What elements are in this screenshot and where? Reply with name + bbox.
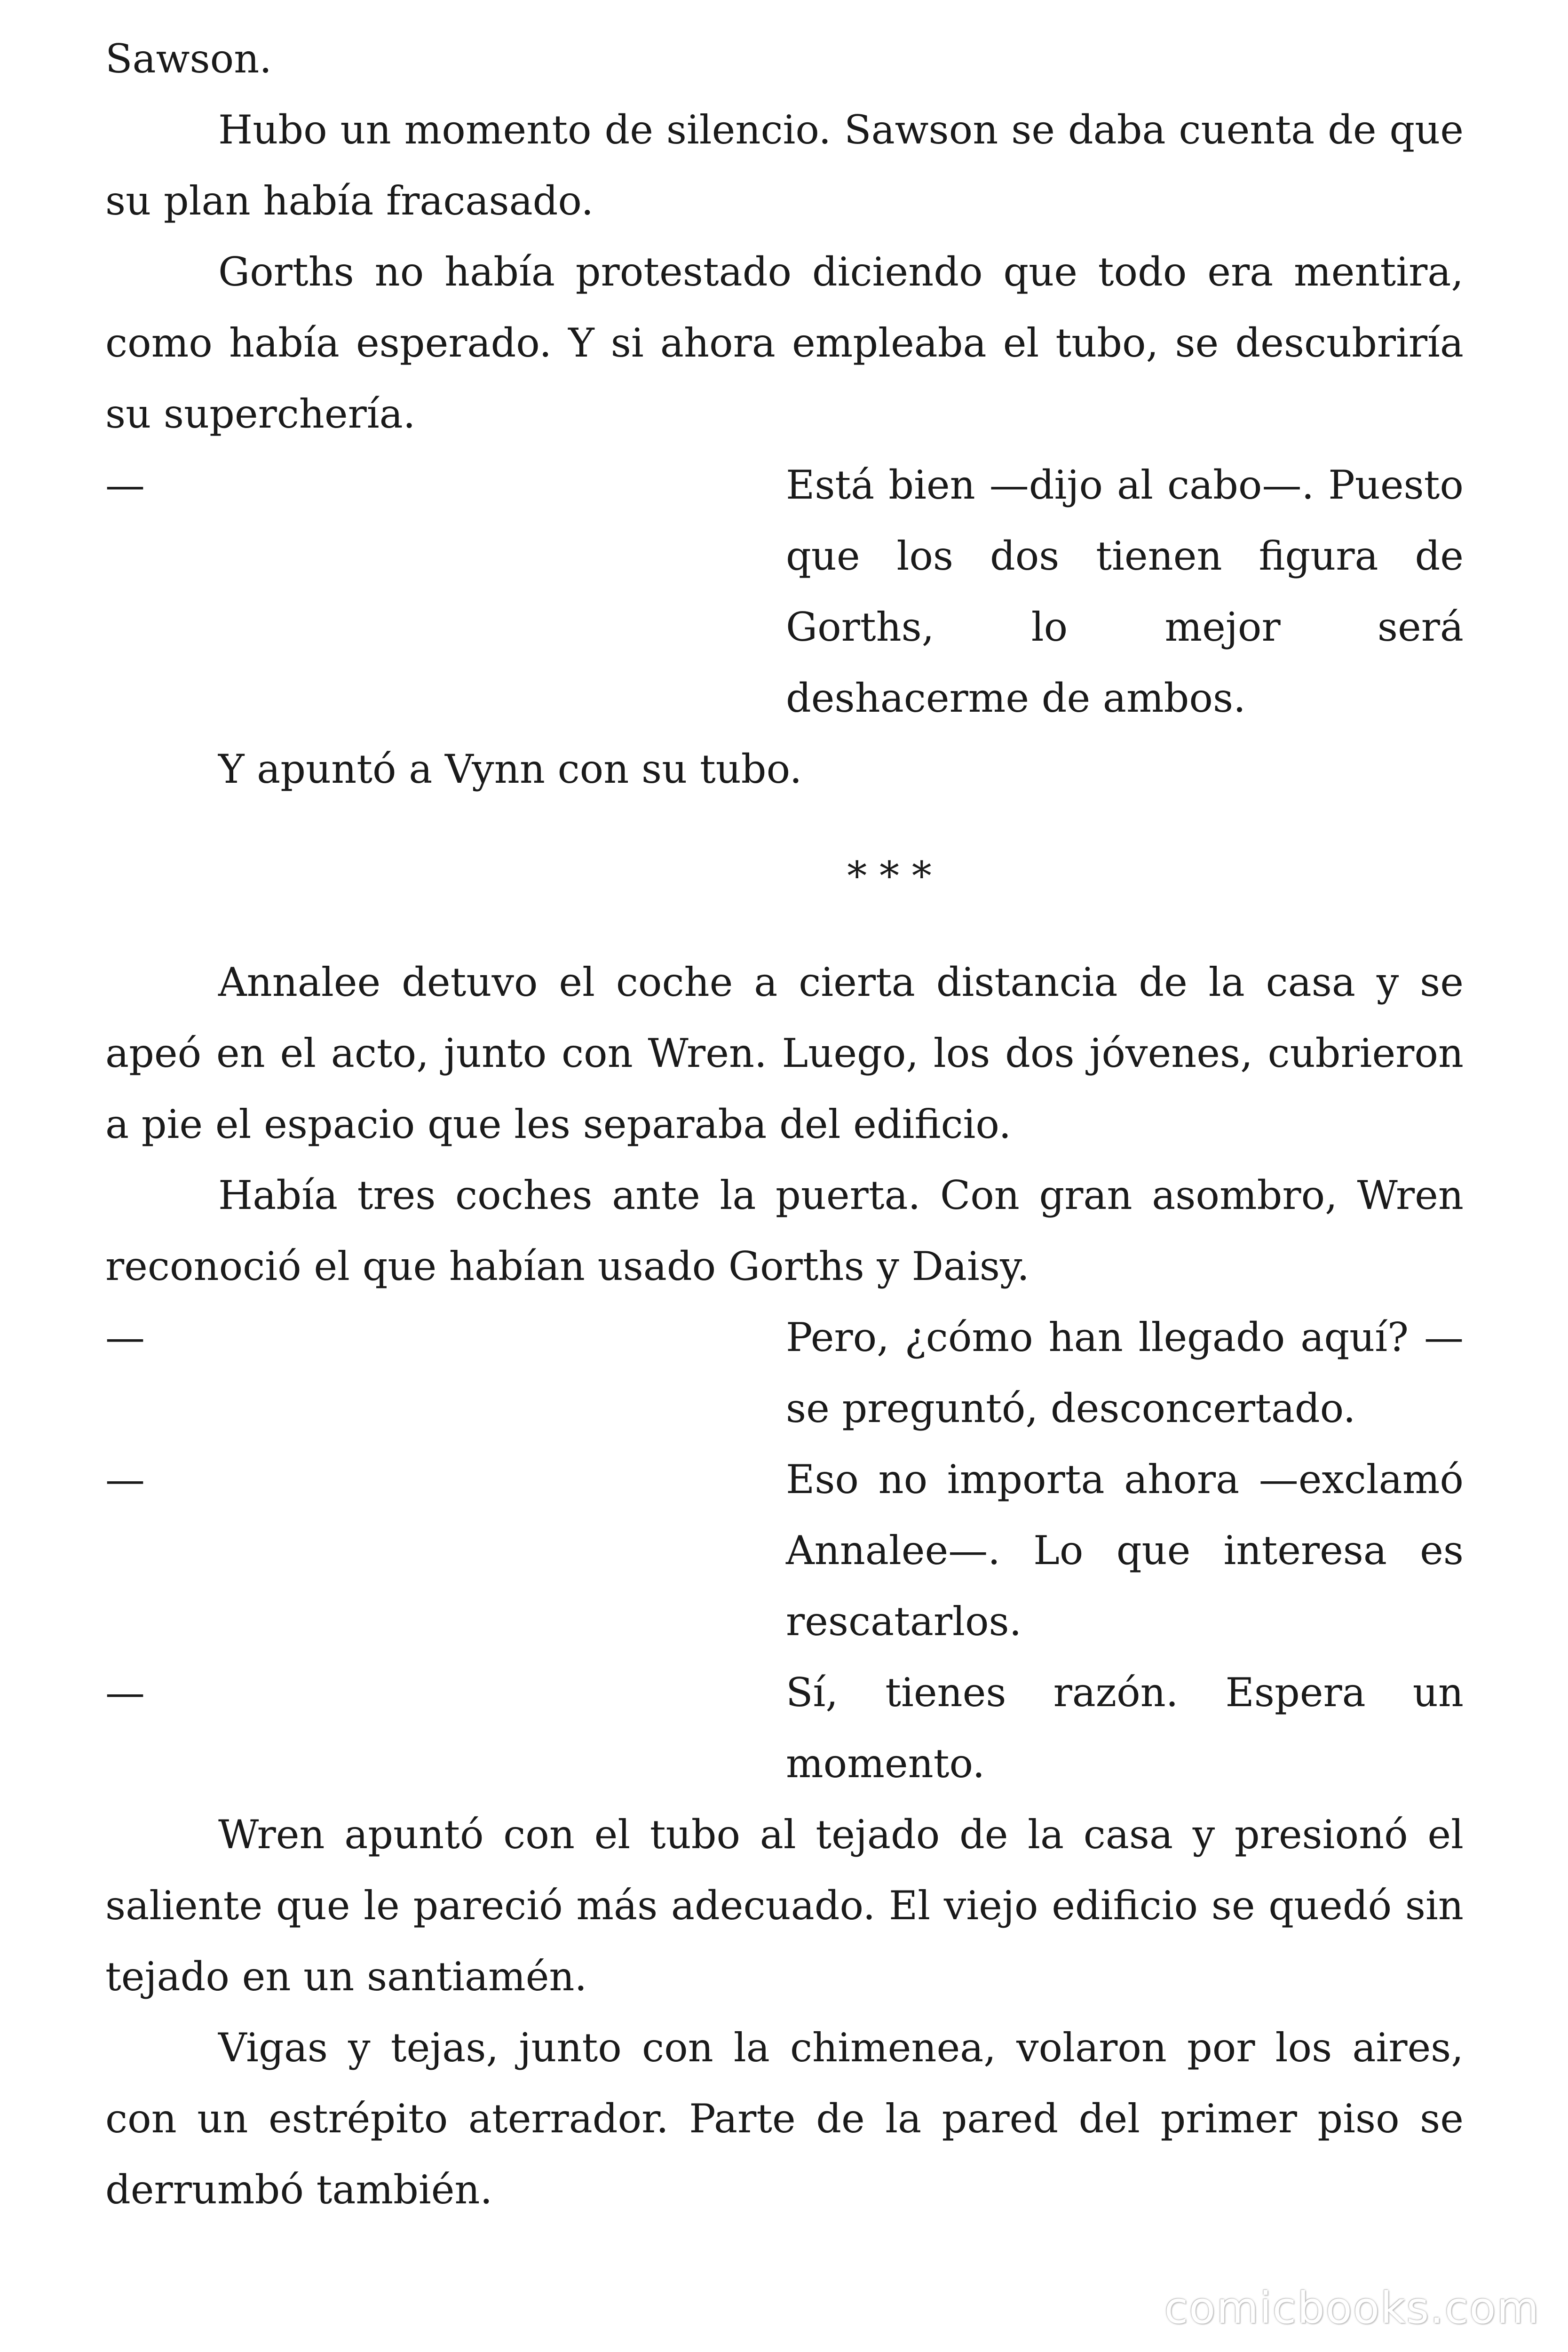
- dialogue-line: [105, 1302, 1464, 1444]
- paragraph: Annalee detuvo el coche a cierta distancia de la casa y se apeó en el acto, junto con Wren. Luego, los dos jóvenes, cubrieron a pie el espacio que les separaba del edificio.: [105, 959, 1464, 1147]
- paragraph: Vigas y tejas, junto con la chimenea, volaron por los aires, con un estrépito aterrador. Parte de la pared del primer piso se derrumbó también.: [105, 2025, 1464, 2213]
- dialogue-line: [105, 450, 1464, 734]
- dialogue-line: [105, 1444, 1464, 1657]
- dialogue-dash: —: [105, 1456, 145, 1502]
- paragraph: Wren apuntó con el tubo al tejado de la casa y presionó el saliente que le pareció más adecuado. El viejo edificio se quedó sin tejado en un santiamén.: [105, 1812, 1464, 2000]
- section-separator: [105, 805, 1464, 947]
- dialogue-dash: —: [105, 1669, 145, 1716]
- paragraph: Había tres coches ante la puerta. Con gran asombro, Wren reconoció el que habían usado Gorths y Daisy.: [105, 1172, 1464, 1289]
- book-page: [105, 24, 1464, 2225]
- dialogue-text: Eso no importa ahora —exclamó Annalee—. Lo que interesa es rescatarlos.: [786, 1456, 1464, 1645]
- paragraph: Hubo un momento de silencio. Sawson se daba cuenta de que su plan había fracasado.: [105, 107, 1464, 224]
- dialogue-text: Está bien —dijo al cabo—. Puesto que los dos tienen figura de Gorths, lo mejor será deshacerme de ambos.: [786, 462, 1464, 721]
- separator-asterisks: * * *: [847, 853, 932, 899]
- dialogue-dash: —: [105, 1314, 145, 1360]
- dialogue-text: Pero, ¿cómo han llegado aquí? —se preguntó, desconcertado.: [786, 1314, 1464, 1431]
- dialogue-line: [105, 1657, 1464, 1799]
- paragraph: Y apuntó a Vynn con su tubo.: [218, 746, 802, 792]
- dialogue-dash: —: [105, 462, 145, 508]
- dialogue-text: Sí, tienes razón. Espera un momento.: [786, 1669, 1464, 1787]
- watermark: comicbooks.com: [1164, 2283, 1540, 2333]
- paragraph: Sawson.: [105, 36, 272, 82]
- paragraph: Gorths no había protestado diciendo que todo era mentira, como había esperado. Y si ahora empleaba el tubo, se descubriría su superchería.: [105, 249, 1464, 437]
